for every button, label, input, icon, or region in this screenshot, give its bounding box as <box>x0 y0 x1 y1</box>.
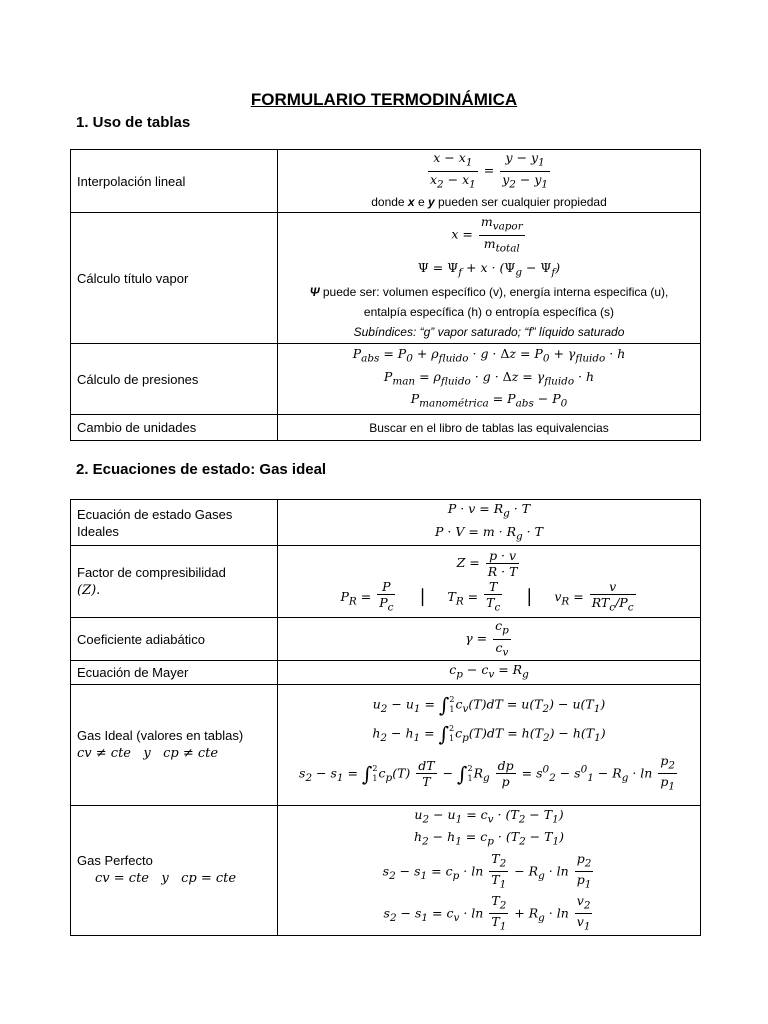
eq-psi: $\Psi = \Psi_f + x \cdot (\Psi_g - \Psi_f)$ <box>417 260 561 279</box>
text-unidades: Buscar en el libro de tablas las equivalencias <box>278 415 701 441</box>
table-row-adiabatico <box>71 618 701 661</box>
formula-presiones <box>278 344 701 415</box>
table-row-unidades <box>71 415 701 441</box>
eq-gamma: γ = $\frac{c_p}{c_v}$ <box>465 618 509 658</box>
row-label-gas-perfecto: Gas Perfecto cv = cte y cp = cte <box>71 805 278 935</box>
table-row-gas-perfecto <box>71 805 701 935</box>
eq-titulo: x = $m_{vapor}$ $m_{total}$ <box>451 214 523 255</box>
table-row-ecuacion-estado <box>71 500 701 546</box>
table-uso-tablas <box>70 149 701 441</box>
row-label-presiones: Cálculo de presiones <box>71 344 278 415</box>
row-label-titulo-vapor: Cálculo título vapor <box>71 213 278 344</box>
table-row-interpolacion <box>71 150 701 213</box>
eq-estado-total: $P \cdot V = m \cdot R_g \cdot T$ <box>435 523 543 542</box>
formula-ecuacion-estado <box>278 500 701 546</box>
formula-compresibilidad <box>278 546 701 618</box>
formula-gas-perfecto <box>278 805 701 935</box>
note-interpolacion: donde x e y pueden ser cualquier propiedad <box>371 195 607 209</box>
row-label-unidades: Cambio de unidades <box>71 415 278 441</box>
eq-u-ideal: $u_2 - u_1$ = ∫ 2 1 $c_v(T)dT = u(T_2) - u(T_1)$ <box>372 692 606 717</box>
note-psi-propiedades: Ψ puede ser: volumen específico (v), energía interna especifica (u), <box>309 284 669 299</box>
section-heading-gas-ideal: 2. Ecuaciones de estado: Gas ideal <box>76 461 327 478</box>
row-label-gas-ideal-tablas: Gas Ideal (valores en tablas) cv ≠ cte y cp ≠ cte <box>71 684 278 805</box>
note-psi-propiedades-2: entalpía específica (h) o entropía específica (s) <box>363 304 615 319</box>
row-label-ecuacion-estado: Ecuación de estado Gases Ideales <box>71 500 278 546</box>
page-title: FORMULARIO TERMODINÁMICA <box>250 90 518 109</box>
table-row-gas-ideal-tablas <box>71 684 701 805</box>
eq-p-abs: $P_{abs} = P_0 + \rho_{fluido} \cdot g \cdot \Delta z = P_0 + \gamma_{fluido} \cdot h$ <box>352 346 626 365</box>
formula-titulo-vapor <box>278 213 701 344</box>
eq-estado-especifica: $P \cdot v = R_g \cdot T$ <box>447 501 531 520</box>
table-row-presiones <box>71 344 701 415</box>
formula-gas-ideal-tablas <box>278 684 701 805</box>
table-row-titulo-vapor <box>71 213 701 344</box>
note-subindices: Subíndices: “g” vapor saturado; “f” líquido saturado <box>353 324 625 339</box>
eq-reducidas: $P_R$ = $\frac{P}{P_c}$ | $T_R$ = $\frac{T}{T_c}$ | $v_R$ = v $RT_c/P_c$ <box>340 578 634 614</box>
eq-p-manometrica: $P_{manométrica} = P_{abs} - P_0$ <box>410 391 568 410</box>
eq-s-perfecto-v: $s_2 - s_1 = c_v \cdot \ln$ $\frac{T_2}{T_1}$ + $R_g \cdot \ln$ $\frac{v_2}{v_1}$ <box>383 892 591 933</box>
row-label-mayer: Ecuación de Mayer <box>71 661 278 685</box>
row-label-adiabatico: Coeficiente adiabático <box>71 618 278 661</box>
table-row-compresibilidad <box>71 546 701 618</box>
section-heading-uso-tablas: 1. Uso de tablas <box>76 114 191 131</box>
row-label-interpolacion: Interpolación lineal <box>71 150 278 213</box>
eq-s-ideal: $s_2 - s_1$ = ∫ 2 1 $c_p(T)$ $\frac{dT}{T}$ − ∫ 2 1 $R_g$ $\frac{dp}{p}$ = $s^0_2 - s^0_1 - R_g \cdot \ln$ $\frac{p_2}{p_1}$ <box>299 752 675 793</box>
eq-s-perfecto-p: $s_2 - s_1 = c_p \cdot \ln$ $\frac{T_2}{T_1}$ − $R_g \cdot \ln$ $\frac{p_2}{p_1}$ <box>382 850 592 891</box>
row-label-compresibilidad: Factor de compresibilidad (Z). <box>71 546 278 618</box>
table-row-mayer <box>71 661 701 685</box>
eq-h-ideal: $h_2 - h_1$ = ∫ 2 1 $c_p(T)dT = h(T_2) - h(T_1)$ <box>372 721 606 746</box>
table-gas-ideal <box>70 499 701 936</box>
eq-p-man: $P_{man} = \rho_{fluido} \cdot g \cdot \Delta z = \gamma_{fluido} \cdot h$ <box>383 368 595 388</box>
formula-mayer <box>278 661 701 685</box>
formula-adiabatico <box>278 618 701 661</box>
eq-interpolacion: $\frac{x - x_1}{x_2 - x_1}$ = $\frac{y - y_1}{y_2 - y_1}$ <box>429 150 549 190</box>
formula-interpolacion <box>278 150 701 213</box>
eq-z: Z = $\frac{p \cdot v}{R \cdot T}$ <box>456 547 518 579</box>
eq-mayer: $c_p - c_v = R_g$ <box>449 662 529 681</box>
eq-u-perfecto: $u_2 - u_1 = c_v \cdot (T_2 - T_1)$ <box>414 806 564 825</box>
eq-h-perfecto: $h_2 - h_1 = c_p \cdot (T_2 - T_1)$ <box>414 829 564 848</box>
